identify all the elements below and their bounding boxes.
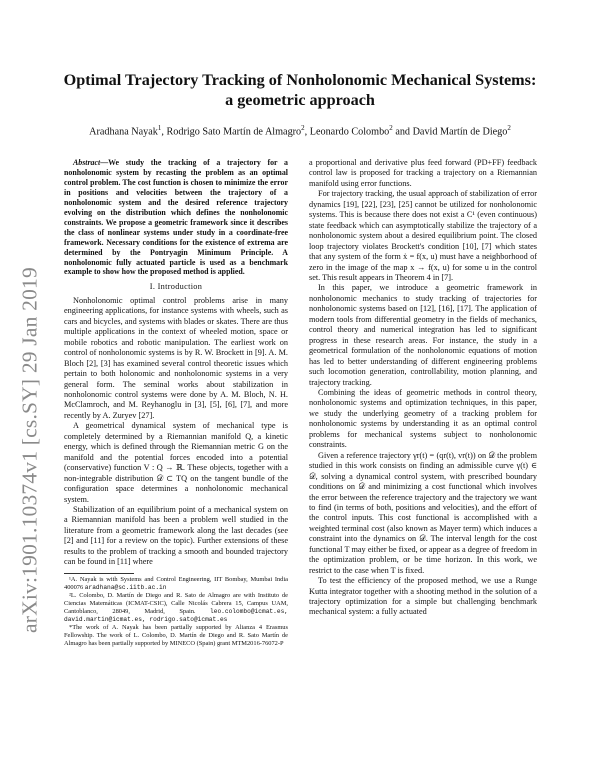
body-paragraph: Nonholonomic optimal control problems arise in many engineering applications, for instance systems with wheels, such as cars and bicycles, and systems with blades or skates. There are thus multiple applications in the context of wheeled motion, space or mobile robotics and robotic manipulation. The earliest work on control of nonholonomic systems is by R. W. Brockett in [9]. A. M. Bloch [2], [3] has examined several control theoretic issues which pertain to both holonomic and nonholonomic systems in a very general form. The seminal works about stabilization in nonholonomic control systems were done by A. M. Bloch, N. H. McClamroch, and M. Reyhanoglu in [3], [5], [6], [7], and more recently by A. Zuryev [27]. [64, 295, 288, 420]
author-name: Leonardo Colombo [309, 126, 390, 138]
footnote: ²L. Colombo, D. Martín de Diego and R. Sato de Almagro are with Instituto de Ciencias Matemáticas (ICMAT-CSIC), Calle Nicolás Cabrera 15, Campus UAM, Cantoblanco, 28049, Madrid, Spain. leo.colombo@icmat.es, david.martin@icmat.es, rodrigo.sato@icmat.es [64, 591, 288, 624]
affiliation-mark: 1 [157, 124, 162, 132]
affiliation-mark: 2 [301, 124, 305, 132]
author-name: David Martín de Diego [412, 126, 508, 138]
arxiv-watermark [2, 267, 58, 633]
author-name: Aradhana Nayak [89, 126, 158, 138]
body-paragraph: Stabilization of an equilibrium point of a mechanical system on a Riemannian manifold has been a problem well studied in the literature from a geometric framework along the last decades (see [2] and [11] for a review on the topic). Further extensions of these results to the problem of tracking a smooth and bounded trajectory can be found in [11] where [64, 504, 288, 567]
author-list: Aradhana Nayak$^1$, Rodrigo Sato Martín de Almagro$^2$, Leonardo Colombo$^2$ and David Martín de Diego$^2$ [89, 124, 511, 138]
author-name: Rodrigo Sato Martín de Almagro [166, 126, 302, 138]
email-link[interactable]: leo.colombo@icmat.es, david.martin@icmat.es, rodrigo.sato@icmat.es [64, 608, 288, 624]
body-paragraph: a proportional and derivative plus feed forward (PD+FF) feedback control law is proposed for tracking a trajectory on a Riemannian manifold using error functions. [309, 158, 537, 188]
right-column [309, 158, 537, 618]
left-column [64, 158, 288, 649]
affiliation-mark: 2 [507, 124, 511, 132]
affiliation-mark: 2 [389, 124, 393, 132]
email-link[interactable]: aradhana@sc.iitb.ac.in [84, 583, 167, 591]
body-paragraph: Combining the ideas of geometric methods in control theory, nonholonomic systems and optimization techniques, in this paper, we study the underlying geometry of a tracking problem for nonholonomic systems by understanding it as an optimal control problems for mechanical systems subject to nonholonomic constraints. [309, 387, 537, 450]
footnote: ¹A. Nayak is with Systems and Control Engineering, IIT Bombay, Mumbai India 400076 aradhana@sc.iitb.ac.in [64, 575, 288, 591]
arxiv-id: arXiv:1901.10374v1 [cs.SY] 29 Jan 2019 [17, 267, 42, 633]
abstract [64, 158, 288, 277]
body-paragraph: For trajectory tracking, the usual approach of stabilization of error dynamics [19], [22], [23], [25] cannot be utilized for nonholonomic systems. This is because there does not exist a C¹ (even continuous) state feedback which can asymptotically stabilize the trajectory of a nonholonomic system about a desired equilibrium point. The closed loop trajectory violates Brockett's condition [10], [7] which states that any system of the form ẋ = f(x, u) must have a neighborhood of zero in the image of the map x → f(x, u) for some u in the control set. This result appears in Theorem 4 in [7]. [309, 189, 537, 282]
body-paragraph: In this paper, we introduce a geometric framework in nonholonomic mechanics to study tracking of trajectories for nonholonomic systems based on [12], [16], [17]. The application of modern tools from differential geometry in the fields of mechanics, control theory and numerical integration has led to significant progress in these research areas. For instance, the study in a geometrical formulation of the nonholonomic equations of motion has led to better understanding of different engineering problems such locomotion generation, controllability, motion planning, and trajectory tracking. [309, 283, 537, 387]
section-heading: I. Introduction [149, 282, 203, 292]
paper-title: Optimal Trajectory Tracking of Nonholonomic Mechanical Systems: a geometric approach [63, 71, 537, 109]
body-paragraph: Given a reference trajectory γr(t) = (qr(t), vr(t)) on 𝒟 the problem studied in this work consists on finding an admissible curve γ(t) ∈ 𝒟, solving a dynamical control system, with prescribed boundary conditions on 𝒟 and minimizing a cost functional which involves the error between the reference trajectory and the trajectory we want to find (in terms of both, positions and velocities), and the effort of the control inputs. This cost functional is accomplished with a weighted terminal cost (also known as Mayer term) which induces a constraint into the dynamics on 𝒟. The interval length for the cost functional T may either be fixed, or appear as a degree of freedom in the optimization problem, or be time horizon. In this work, we restrict to the case when T is fixed. [309, 450, 537, 575]
abstract-text: —We study the tracking of a trajectory for a nonholonomic system by recasting the problem as an optimal control problem. The cost function is chosen to minimize the error in positions and velocities between the trajectory of a nonholonomic system and the desired reference trajectory evolving on the distribution which defines the nonholonomic constraints. We propose a geometric framework since it describes the class of nonlinear systems under study in a coordinate-free framework. Necessary conditions for the existence of extrema are determined by the Pontryagin Minimum Principle. A nonholonomic fully actuated particle is used as a benchmark example to show how the proposed method is applied. [64, 158, 288, 277]
body-paragraph: A geometrical dynamical system of mechanical type is completely determined by a Riemannian manifold Q, a kinetic energy, which is defined through the Riemannian metric G on the manifold and the potential forces encoded into a potential (conservative) function V : Q → ℝ. These objects, together with a non-integrable distribution 𝒟 ⊂ TQ on the tangent bundle of the configuration space determines a nonholonomic mechanical system. [64, 421, 288, 504]
abstract-label: Abstract [73, 158, 101, 167]
footnote: *The work of A. Nayak has been partially supported by Alianza 4 Erasmus Fellowship. The work of L. Colombo, D. Martín de Diego and R. Sato Martín de Almagro has been partially supported by MINECO (Spain) grant MTM2016-76072-P [64, 624, 288, 648]
footnote-divider [64, 573, 134, 574]
body-paragraph: To test the efficiency of the proposed method, we use a Runge Kutta integrator together with a shooting method in the solution of a trajectory optimization for a simple but challenging benchmark mechanical system: a fully actuated [309, 576, 537, 617]
